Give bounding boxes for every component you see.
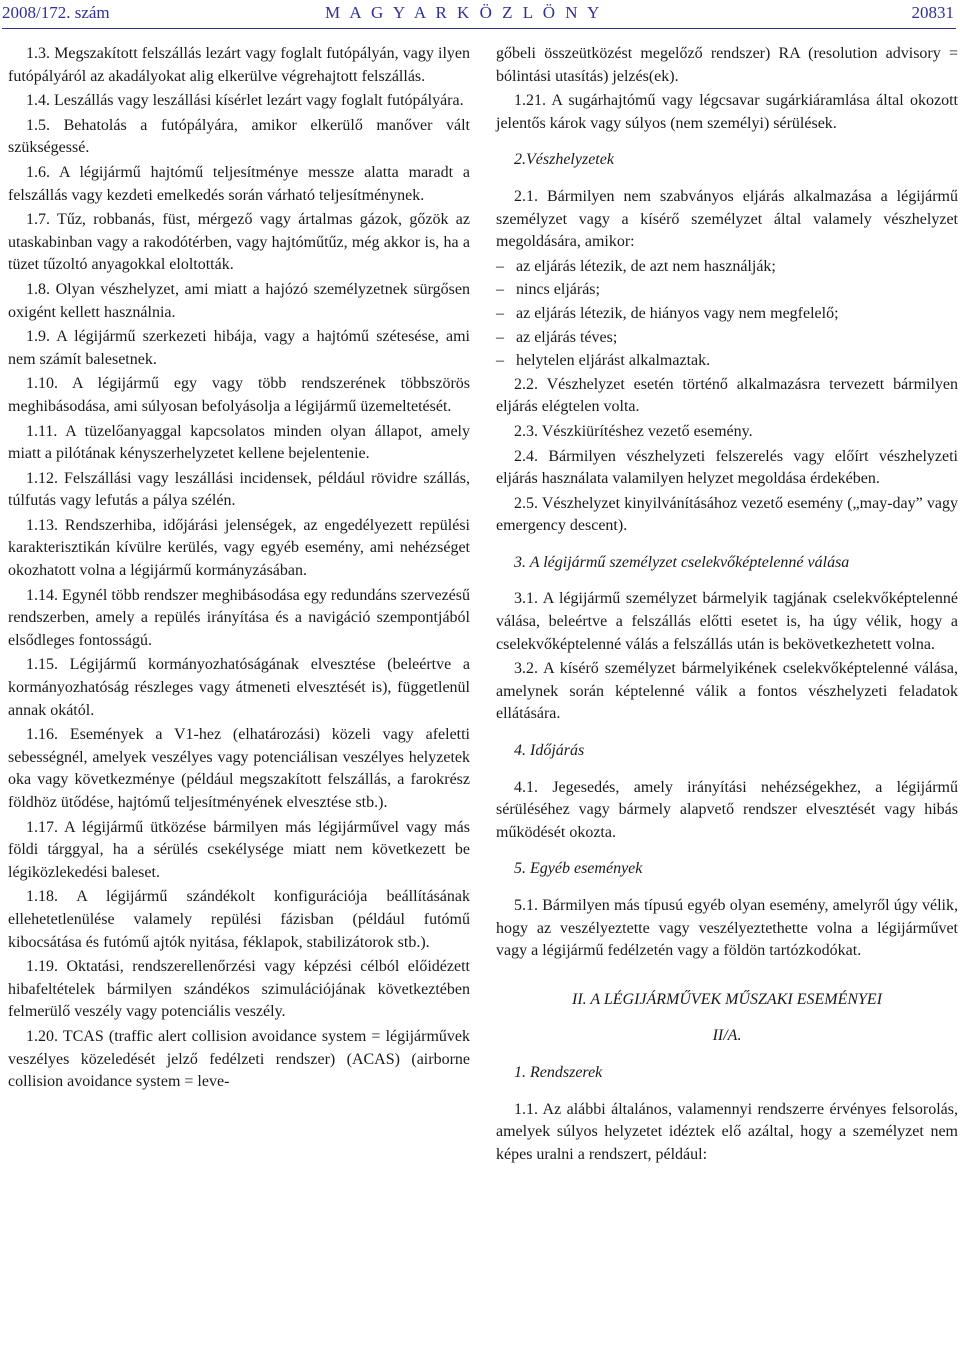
- left-column: [8, 43, 470, 1096]
- numbered-paragraph: 1.10. A légijármű egy vagy több rendszerének többszörös meghibásodása, ami súlyosan befolyásolja a légijármű üzemeltetését.: [8, 375, 470, 415]
- dash-list-item: – az eljárás létezik, de azt nem használják;: [516, 256, 958, 279]
- numbered-paragraph: 1.11. A tüzelőanyaggal kapcsolatos minden olyan állapot, amely miatt a pilótának kényszerhelyzetet kellene bejelentenie.: [8, 422, 470, 463]
- dash-list-item: – nincs eljárás;: [516, 279, 958, 302]
- numbered-paragraph: 3.1. A légijármű személyzet bármelyik tagjának cselekvőképtelenné válása, beleértve a felszállás előtti esetet is, ha úgy vélik, hogy a cselekvőképtelenné válás a felszállás után is bekövetkezhetett volna.: [496, 590, 958, 653]
- header-rule: [2, 28, 956, 29]
- numbered-paragraph: 1.17. A légijármű ütközése bármilyen más légijárművel vagy más földi tárggyal, ha a sérülés csekélysége miatt nem következett be légiközlekedési baleset.: [8, 818, 470, 881]
- section-heading: 4. Időjárás: [514, 742, 585, 760]
- numbered-paragraph: 1.7. Tűz, robbanás, füst, mérgező vagy ártalmas gázok, gőzök az utaskabinban vagy a rakodótérben, vagy hajtóműtűz, még akkor is, ha a tüzet tűzoltó anyagokkal eloltották.: [8, 211, 470, 274]
- numbered-paragraph: 1.16. Események a V1-hez (elhatározási) közeli vagy afeletti sebességnél, amelyek veszélyes vagy potenciálisan veszélyes helyzetek oka vagy következménye (például megszakított felszállás, a farokrész földhöz ütődése, hajtómű teljesítményének elvesztése stb.).: [8, 726, 470, 811]
- numbered-paragraph: 2.1. Bármilyen nem szabványos eljárás alkalmazása a légijármű személyzet vagy a kísérő személyzet által valamely vészhelyzet megoldására, amikor:: [496, 187, 958, 251]
- section-heading: 5. Egyéb események: [514, 860, 643, 878]
- numbered-paragraph: 1.9. A légijármű szerkezeti hibája, vagy a hajtómű szétesése, ami nem számít balesetnek.: [8, 328, 470, 368]
- section-heading: 1. Rendszerek: [514, 1063, 603, 1081]
- numbered-paragraph: 2.3. Vészkiürítéshez vezető esemény.: [514, 422, 753, 440]
- numbered-paragraph: 5.1. Bármilyen más típusú egyéb olyan esemény, amelyről úgy vélik, hogy az veszélyeztette vagy veszélyeztethette volna a légijárművet vagy a légijármű fedélzetén vagy a földön tartózkodókat.: [496, 897, 958, 960]
- numbered-paragraph: 1.1. Az alábbi általános, valamennyi rendszerre érvényes felsorolás, amelyek súlyos helyzetet idéztek elő azáltal, hogy a személyzet nem képes uralni a rendszert, például:: [496, 1100, 958, 1163]
- journal-title: M A G Y A R K Ö Z L Ö N Y: [325, 3, 603, 22]
- numbered-paragraph: 1.21. A sugárhajtómű vagy légcsavar sugárkiáramlása által okozott jelentős károk vagy súlyos (nem személyi) sérülések.: [496, 92, 958, 132]
- numbered-paragraph: 1.5. Behatolás a futópályára, amikor elkerülő manőver vált szükségessé.: [8, 116, 470, 157]
- numbered-paragraph: 1.19. Oktatási, rendszerellenőrzési vagy képzési célból előidézett hibafeltételek bármilyen szándékos szimulációjának következtében felmerülő veszély vagy potenciális veszély.: [8, 958, 470, 1021]
- issue-number: 2008/172. szám: [2, 3, 110, 22]
- numbered-paragraph: 3.2. A kísérő személyzet bármelyikének cselekvőképtelenné válása, amelynek során képtelenné válik a fontos vészhelyzeti feladatok ellátására.: [496, 660, 958, 723]
- numbered-paragraph: 1.18. A légijármű szándékolt konfigurációja beállításának ellehetetlenülése valamely repülési fázisban (például futómű kibocsátása és futómű ajtók nyitása, féklapok, stabilizátorok stb.).: [8, 888, 470, 951]
- numbered-paragraph: 4.1. Jegesedés, amely irányítási nehézségekhez, a légijármű sérüléséhez vagy bármely alapvető rendszer elvesztését vagy hibás működését okozta.: [496, 778, 958, 841]
- numbered-paragraph: 1.15. Légijármű kormányozhatóságának elvesztése (beleértve a kormányozhatóság részleges vagy átmeneti elvesztését is), függetlenül annak okától.: [8, 656, 470, 719]
- page-number: 20831: [911, 3, 954, 22]
- subchapter-heading: II/A.: [712, 1027, 742, 1045]
- numbered-paragraph: 1.14. Egynél több rendszer meghibásodása egy redundáns szervezésű rendszerben, amely a repülés irányítása és a navigáció szempontjából elsődleges fontosságú.: [8, 586, 470, 649]
- right-column: [496, 43, 958, 1168]
- numbered-paragraph: 1.4. Leszállás vagy leszállási kísérlet lezárt vagy foglalt futópályára.: [26, 92, 464, 110]
- dash-list-item: – helytelen eljárást alkalmaztak.: [516, 350, 958, 373]
- numbered-paragraph: 2.5. Vészhelyzet kinyilvánításához vezető esemény („may-day” vagy emergency descent).: [496, 494, 958, 535]
- numbered-paragraph: 1.8. Olyan vészhelyzet, ami miatt a hajózó személyzetnek sürgősen oxigént kellett használnia.: [8, 280, 470, 321]
- numbered-paragraph: 2.4. Bármilyen vészhelyzeti felszerelés vagy előírt vészhelyzeti eljárás használata valamilyen helyzet megoldása érdekében.: [496, 447, 958, 488]
- numbered-paragraph: 1.12. Felszállási vagy leszállási incidensek, például rövidre szállás, túlfutás vagy lefutás a pálya szélén.: [8, 469, 470, 510]
- numbered-paragraph: 1.20. TCAS (traffic alert collision avoidance system = légijárművek veszélyes közeledését jelző fedélzeti rendszer) (ACAS) (airborne collision avoidance system = leve-: [8, 1027, 470, 1091]
- continued-paragraph: gőbeli összeütközést megelőző rendszer) RA (resolution advisory = bólintási utasítás) jelzés(ek).: [496, 45, 958, 85]
- page-header: [0, 0, 960, 30]
- dash-list-item: – az eljárás létezik, de hiányos vagy nem megfelelő;: [516, 303, 958, 326]
- dash-list-item: – az eljárás téves;: [516, 327, 958, 350]
- numbered-paragraph: 1.3. Megszakított felszállás lezárt vagy foglalt futópályán, vagy ilyen futópályáról az akadályokat alig elkerülve végrehajtott felszállás.: [8, 45, 470, 85]
- numbered-paragraph: 2.2. Vészhelyzet esetén történő alkalmazásra tervezett bármilyen eljárás elégtelen volta.: [496, 375, 958, 416]
- section-heading: 2.Vészhelyzetek: [514, 151, 614, 169]
- numbered-paragraph: 1.13. Rendszerhiba, időjárási jelenségek, az engedélyezett repülési karakterisztikán kívülre kerülés, vagy egyéb esemény, ami nehézséget okozhatott volna a légijármű kormányzásában.: [8, 516, 470, 580]
- chapter-heading: II. A LÉGIJÁRMŰVEK MŰSZAKI ESEMÉNYEI: [571, 990, 883, 1008]
- section-heading: 3. A légijármű személyzet cselekvőképtelenné válása: [514, 553, 850, 571]
- numbered-paragraph: 1.6. A légijármű hajtómű teljesítménye messze alatta maradt a felszállás vagy kezdeti emelkedés során várható teljesítménynek.: [8, 163, 470, 204]
